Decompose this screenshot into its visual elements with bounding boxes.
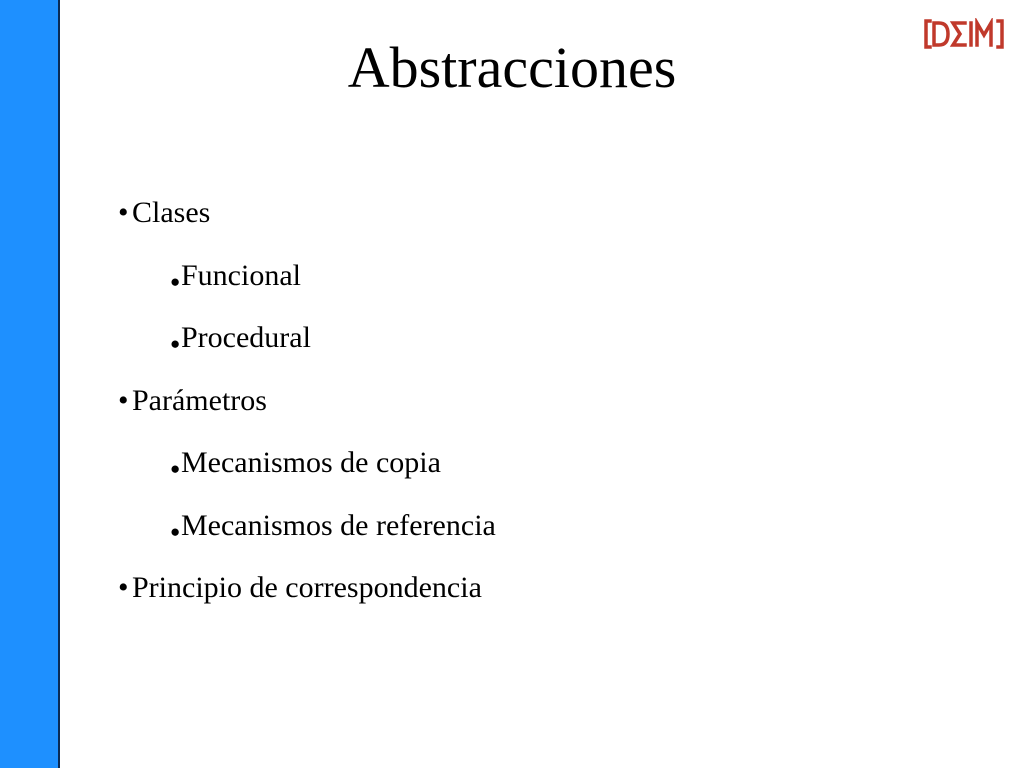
sub-bullet-marker: ● bbox=[170, 271, 181, 291]
bullet-list bbox=[118, 195, 496, 633]
bullet-text: Mecanismos de referencia bbox=[181, 508, 496, 542]
bullet-text: Funcional bbox=[181, 258, 301, 292]
sub-bullet-item bbox=[118, 320, 496, 383]
sub-bullet-marker: ● bbox=[170, 459, 181, 478]
bullet-text: Principio de correspondencia bbox=[132, 571, 482, 604]
bullet-marker: • bbox=[118, 196, 129, 229]
bullet-item bbox=[118, 383, 496, 446]
sub-bullet-item bbox=[118, 258, 496, 321]
bullet-marker: • bbox=[118, 571, 129, 604]
sub-bullet-item bbox=[118, 445, 496, 508]
sub-bullet-marker: ● bbox=[170, 334, 181, 353]
dsim-logo-icon bbox=[924, 18, 1004, 50]
side-bar bbox=[0, 0, 60, 768]
sub-bullet-item bbox=[118, 508, 496, 571]
bullet-text: Parámetros bbox=[132, 383, 267, 417]
bullet-text: Procedural bbox=[181, 321, 311, 354]
bullet-text: Clases bbox=[132, 196, 211, 229]
sub-bullet-marker: ● bbox=[170, 521, 181, 541]
bullet-item bbox=[118, 195, 496, 258]
bullet-item bbox=[118, 570, 496, 633]
slide-title: Abstracciones bbox=[347, 35, 677, 100]
bullet-text: Mecanismos de copia bbox=[181, 446, 441, 479]
dsim-logo bbox=[924, 18, 1004, 50]
bullet-marker: • bbox=[118, 383, 129, 417]
